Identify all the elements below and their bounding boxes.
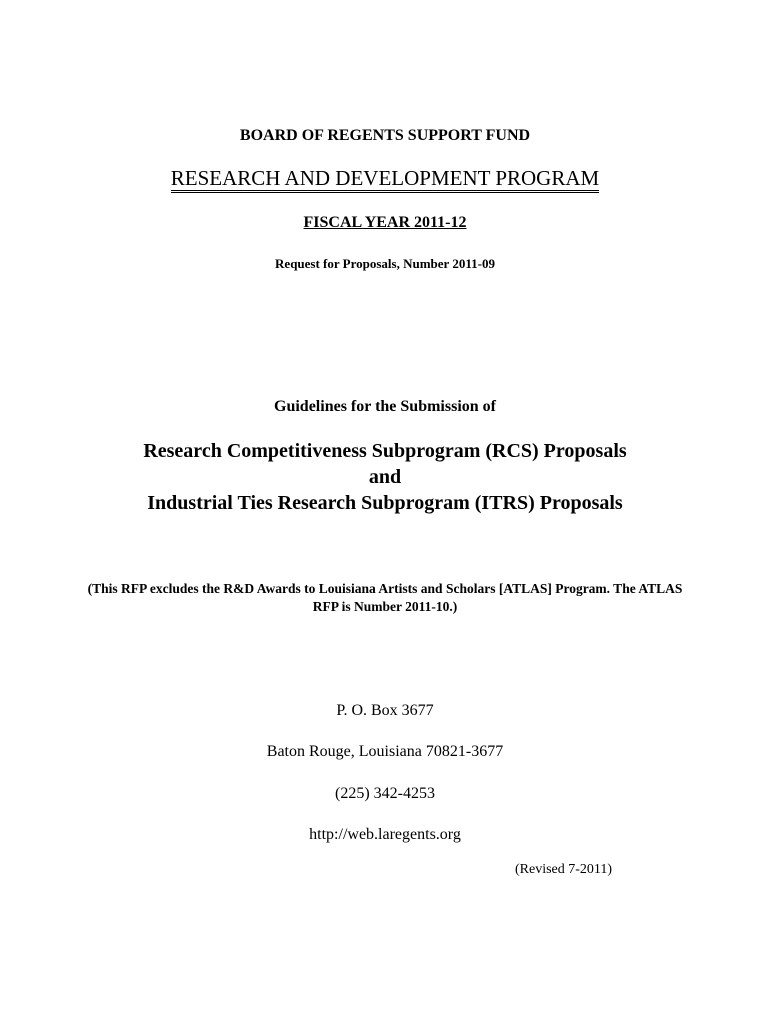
program-title [0,166,770,193]
phone-number: (225) 342-4253 [335,785,435,802]
revision-date: (Revised 7-2011) [515,862,613,877]
guidelines-subprograms [0,438,770,516]
website-url: http://web.laregents.org [309,826,461,843]
fund-title: BOARD OF REGENTS SUPPORT FUND [239,127,531,144]
exclusion-note-line1: (This RFP excludes the R&D Awards to Louisiana Artists and Scholars [ATLAS] Program. The ATLAS [87,581,683,596]
and-line: and [368,466,402,488]
guidelines-intro: Guidelines for the Submission of [274,398,496,415]
city-address: Baton Rouge, Louisiana 70821-3677 [266,743,504,760]
exclusion-note [0,580,770,616]
fiscal-year: FISCAL YEAR 2011-12 [303,214,467,231]
po-box: P. O. Box 3677 [336,702,434,719]
rcs-line: Research Competitiveness Subprogram (RCS) Proposals [143,440,627,462]
itrs-line: Industrial Ties Research Subprogram (ITRS) Proposals [147,492,623,514]
program-title-text: RESEARCH AND DEVELOPMENT PROGRAM [171,168,599,193]
exclusion-note-line2: RFP is Number 2011-10.) [312,599,458,614]
rfp-number: Request for Proposals, Number 2011-09 [275,256,495,271]
